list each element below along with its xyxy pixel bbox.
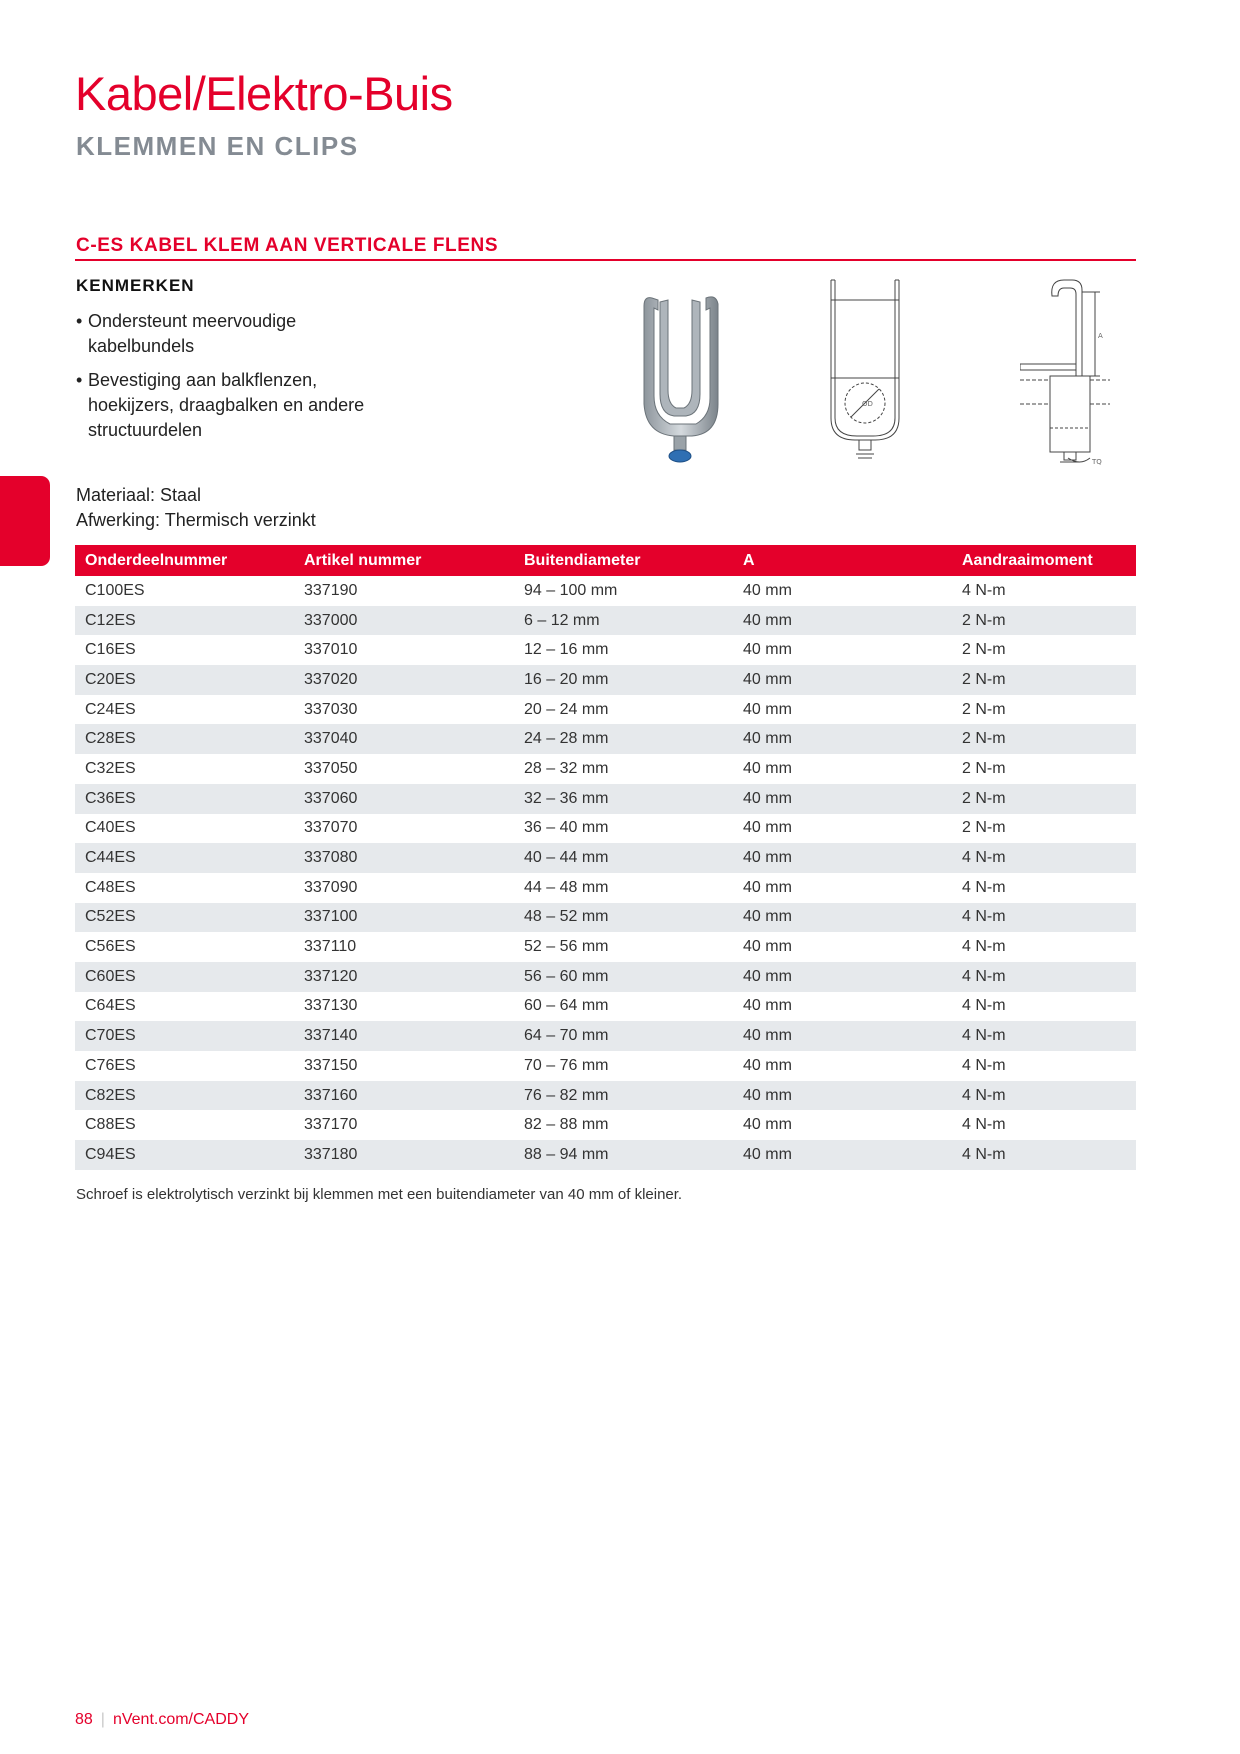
table-row <box>75 695 1136 725</box>
cell-a: 40 mm <box>743 759 792 777</box>
cell-part-number: C88ES <box>85 1116 136 1134</box>
cell-article-number: 337120 <box>294 962 514 992</box>
cell-a: 40 mm <box>733 784 952 814</box>
cell-part-number: C56ES <box>85 938 136 956</box>
cell-torque: 2 N-m <box>962 759 1006 777</box>
table-row <box>75 1110 1136 1140</box>
cell-outer-diameter: 40 – 44 mm <box>514 843 733 873</box>
header-torque: Aandraaimoment <box>952 545 1136 576</box>
cell-article-number: 337160 <box>294 1081 514 1111</box>
table-row <box>75 903 1136 933</box>
cell-article-number: 337060 <box>294 784 514 814</box>
cell-part-number: C70ES <box>75 1021 294 1051</box>
table-row <box>75 992 1136 1022</box>
page-number: 88 <box>75 1711 93 1728</box>
cell-article-number: 337150 <box>304 1056 358 1074</box>
table-row <box>75 606 1136 636</box>
cell-part-number: C82ES <box>75 1081 294 1111</box>
features-list <box>76 309 406 452</box>
product-photo <box>630 286 730 466</box>
cell-part-number: C48ES <box>85 878 136 896</box>
table-row <box>75 814 1136 844</box>
cell-torque: 4 N-m <box>962 938 1006 956</box>
cell-torque: 2 N-m <box>962 819 1006 837</box>
cell-outer-diameter: 94 – 100 mm <box>524 581 618 599</box>
table-row <box>75 665 1136 695</box>
cell-outer-diameter: 70 – 76 mm <box>524 1056 609 1074</box>
cell-torque: 2 N-m <box>962 700 1006 718</box>
cell-torque: 2 N-m <box>952 724 1136 754</box>
table-row <box>75 962 1136 992</box>
page-footer <box>75 1711 249 1729</box>
cell-a: 40 mm <box>733 1081 952 1111</box>
cell-outer-diameter: 36 – 40 mm <box>524 819 609 837</box>
cell-part-number: C28ES <box>75 724 294 754</box>
cell-torque: 4 N-m <box>962 997 1006 1015</box>
cell-article-number: 337180 <box>294 1140 514 1170</box>
cell-article-number: 337070 <box>304 819 358 837</box>
front-view-drawing <box>820 278 910 463</box>
cell-a: 40 mm <box>733 665 952 695</box>
cell-torque: 2 N-m <box>952 784 1136 814</box>
cell-torque: 4 N-m <box>952 1140 1136 1170</box>
header-outer-diameter: Buitendiameter <box>514 545 733 576</box>
table-row <box>75 1081 1136 1111</box>
cell-outer-diameter: 52 – 56 mm <box>524 938 609 956</box>
cell-article-number: 337010 <box>304 641 358 659</box>
cell-a: 40 mm <box>733 1021 952 1051</box>
od-label: OD <box>862 400 873 408</box>
cell-outer-diameter: 28 – 32 mm <box>524 759 609 777</box>
cell-article-number: 337000 <box>294 606 514 636</box>
cell-a: 40 mm <box>743 641 792 659</box>
cell-torque: 4 N-m <box>962 1116 1006 1134</box>
table-row <box>75 932 1136 962</box>
finish-line: Afwerking: Thermisch verzinkt <box>76 510 316 530</box>
cell-a: 40 mm <box>733 903 952 933</box>
footnote: Schroef is elektrolytisch verzinkt bij klemmen met een buitendiameter van 40 mm of kleiner. <box>76 1186 683 1203</box>
cell-a: 40 mm <box>743 581 792 599</box>
cell-torque: 2 N-m <box>952 606 1136 636</box>
cell-a: 40 mm <box>743 938 792 956</box>
header-a: A <box>733 545 952 576</box>
table-row <box>75 1140 1136 1170</box>
cell-part-number: C94ES <box>75 1140 294 1170</box>
table-row <box>75 576 1136 606</box>
cell-torque: 2 N-m <box>962 641 1006 659</box>
cell-a: 40 mm <box>743 819 792 837</box>
cell-torque: 4 N-m <box>952 962 1136 992</box>
cell-article-number: 337100 <box>294 903 514 933</box>
cell-part-number: C100ES <box>85 581 145 599</box>
cell-article-number: 337040 <box>294 724 514 754</box>
cell-a: 40 mm <box>743 700 792 718</box>
cell-a: 40 mm <box>733 843 952 873</box>
cell-torque: 4 N-m <box>952 1081 1136 1111</box>
table-row <box>75 724 1136 754</box>
cell-outer-diameter: 76 – 82 mm <box>514 1081 733 1111</box>
cell-outer-diameter: 24 – 28 mm <box>514 724 733 754</box>
cell-article-number: 337190 <box>304 581 358 599</box>
cell-part-number: C76ES <box>85 1056 136 1074</box>
cell-article-number: 337020 <box>294 665 514 695</box>
cell-part-number: C40ES <box>85 819 136 837</box>
cell-outer-diameter: 16 – 20 mm <box>514 665 733 695</box>
cell-part-number: C32ES <box>85 759 136 777</box>
cell-outer-diameter: 64 – 70 mm <box>514 1021 733 1051</box>
cell-torque: 4 N-m <box>952 843 1136 873</box>
cell-outer-diameter: 56 – 60 mm <box>514 962 733 992</box>
cell-outer-diameter: 12 – 16 mm <box>524 641 609 659</box>
cell-part-number: C36ES <box>75 784 294 814</box>
table-row <box>75 784 1136 814</box>
cell-article-number: 337080 <box>294 843 514 873</box>
footer-separator: | <box>100 1711 105 1728</box>
cell-a: 40 mm <box>743 997 792 1015</box>
cell-outer-diameter: 20 – 24 mm <box>524 700 609 718</box>
cell-torque: 4 N-m <box>962 1056 1006 1074</box>
table-row <box>75 873 1136 903</box>
cell-article-number: 337140 <box>294 1021 514 1051</box>
a-label: A <box>1098 332 1103 340</box>
page-subtitle: KLEMMEN EN CLIPS <box>76 131 359 161</box>
cell-a: 40 mm <box>743 1056 792 1074</box>
cell-outer-diameter: 82 – 88 mm <box>524 1116 609 1134</box>
cell-a: 40 mm <box>733 1140 952 1170</box>
cell-article-number: 337130 <box>304 997 358 1015</box>
cell-a: 40 mm <box>743 878 792 896</box>
tq-label: TQ <box>1092 458 1102 466</box>
features-heading: KENMERKEN <box>76 276 195 295</box>
cell-torque: 2 N-m <box>952 665 1136 695</box>
cell-outer-diameter: 60 – 64 mm <box>524 997 609 1015</box>
table-row <box>75 635 1136 665</box>
header-part-number: Onderdeelnummer <box>75 545 294 576</box>
table-row <box>75 754 1136 784</box>
cell-part-number: C24ES <box>85 700 136 718</box>
cell-article-number: 337030 <box>304 700 358 718</box>
cell-outer-diameter: 32 – 36 mm <box>514 784 733 814</box>
material-info <box>76 483 316 533</box>
cell-part-number: C60ES <box>75 962 294 992</box>
cell-a: 40 mm <box>733 962 952 992</box>
side-tab-marker <box>0 476 50 566</box>
feature-item: • Bevestiging aan balkflenzen, hoekijzers, draagbalken en andere structuurdelen <box>76 368 406 443</box>
feature-item: • Ondersteunt meervoudige kabelbundels <box>76 309 406 359</box>
header-article-number: Artikel nummer <box>294 545 514 576</box>
cell-a: 40 mm <box>743 1116 792 1134</box>
cell-torque: 4 N-m <box>952 903 1136 933</box>
page-title: Kabel/Elektro-Buis <box>75 67 453 120</box>
footer-website-link[interactable]: nVent.com/CADDY <box>112 1711 250 1728</box>
section-title: C-ES KABEL KLEM AAN VERTICALE FLENS <box>76 235 499 256</box>
section-divider <box>75 259 1136 261</box>
side-view-drawing <box>1020 276 1150 466</box>
cell-part-number: C52ES <box>75 903 294 933</box>
table-body <box>75 576 1136 1170</box>
cell-article-number: 337170 <box>304 1116 358 1134</box>
table-row <box>75 843 1136 873</box>
cell-part-number: C64ES <box>85 997 136 1015</box>
table-row <box>75 1051 1136 1081</box>
specs-table <box>75 545 1136 1170</box>
cell-torque: 4 N-m <box>952 1021 1136 1051</box>
cell-a: 40 mm <box>733 606 952 636</box>
cell-outer-diameter: 44 – 48 mm <box>524 878 609 896</box>
cell-part-number: C12ES <box>75 606 294 636</box>
cell-part-number: C44ES <box>75 843 294 873</box>
cell-part-number: C16ES <box>85 641 136 659</box>
cell-article-number: 337050 <box>304 759 358 777</box>
cell-outer-diameter: 88 – 94 mm <box>514 1140 733 1170</box>
cell-article-number: 337090 <box>304 878 358 896</box>
cell-a: 40 mm <box>733 724 952 754</box>
table-header-row <box>75 545 1136 576</box>
cell-part-number: C20ES <box>75 665 294 695</box>
cell-torque: 4 N-m <box>962 878 1006 896</box>
table-row <box>75 1021 1136 1051</box>
cell-outer-diameter: 48 – 52 mm <box>514 903 733 933</box>
cell-article-number: 337110 <box>304 938 357 956</box>
cell-outer-diameter: 6 – 12 mm <box>514 606 733 636</box>
material-line: Materiaal: Staal <box>76 485 202 505</box>
cell-torque: 4 N-m <box>962 581 1006 599</box>
